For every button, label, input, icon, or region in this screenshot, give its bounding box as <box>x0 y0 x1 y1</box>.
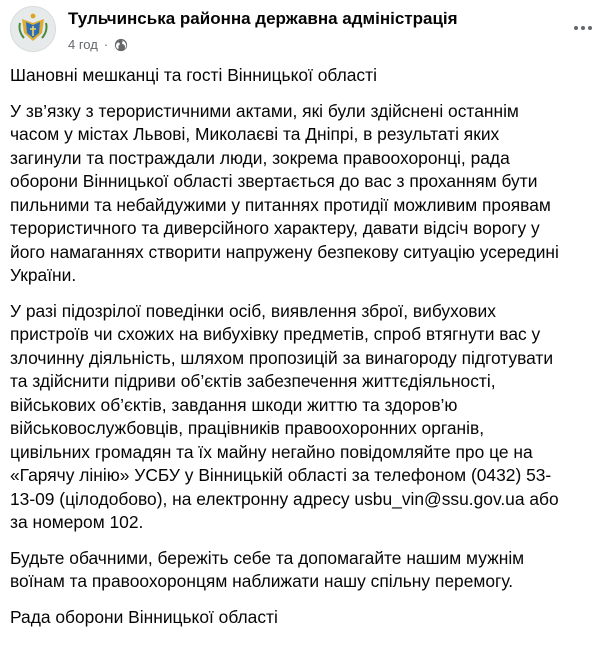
more-options-icon <box>574 26 578 30</box>
post-paragraph: У зв’язку з терористичними актами, які були здійснені останнім часом у містах Львові, Миколаєві та Дніпрі, в результаті яких загинули та постраждали люди, зокрема правоохоронці, рада оборони Вінницької області звертається до вас з проханням бути пильними та небайдужими у питаннях протидії можливим проявам терористичного та диверсійного характеру, давати відсіч ворогу у його намаганнях створити напружену безпекову ситуацію усередині України. <box>10 100 559 285</box>
more-options-button[interactable] <box>565 10 601 46</box>
post-timestamp[interactable]: 4 год <box>68 37 98 52</box>
post-body <box>10 64 605 641</box>
page-name-link[interactable]: Тульчинська районна державна адміністрація <box>68 9 458 28</box>
post-paragraph: У разі підозрілої поведінки осіб, виявлення зброї, вибухових пристроїв чи схожих на вибухівку предметів, спроб втягнути вас у злочинну діяльність, шляхом пропозицій за винагороду підготувати та здійснити підриви об’єктів забезпечення життєдіяльності, військових об’єктів, завдання шкоди життю та здоров’ю військовослужбовців, працівників правоохоронних органів, цивільних громадян та їх майну негайно повідомляйте про це на «Гарячу лінію» УСБУ у Вінницькій області за телефоном (0432) 53- 13-09 (цілодобово), на електронну адресу usbu_vin@ssu.gov.ua або за номером 102. <box>10 300 559 532</box>
more-options-icon <box>581 26 585 30</box>
meta-separator: · <box>103 37 109 52</box>
post-greeting: Шановні мешканці та гості Вінницької області <box>10 65 377 85</box>
coat-of-arms-icon <box>11 7 55 51</box>
page-avatar[interactable] <box>10 6 56 52</box>
more-options-icon <box>588 26 592 30</box>
post-paragraph: Будьте обачними, бережіть себе та допомагайте нашим мужнім воїнам та правоохоронцям наближати нашу спільну перемогу. <box>10 547 525 591</box>
post-header <box>10 6 601 58</box>
post-meta <box>68 37 128 52</box>
globe-icon[interactable] <box>114 38 128 52</box>
post-signature: Рада оборони Вінницької області <box>10 606 278 627</box>
